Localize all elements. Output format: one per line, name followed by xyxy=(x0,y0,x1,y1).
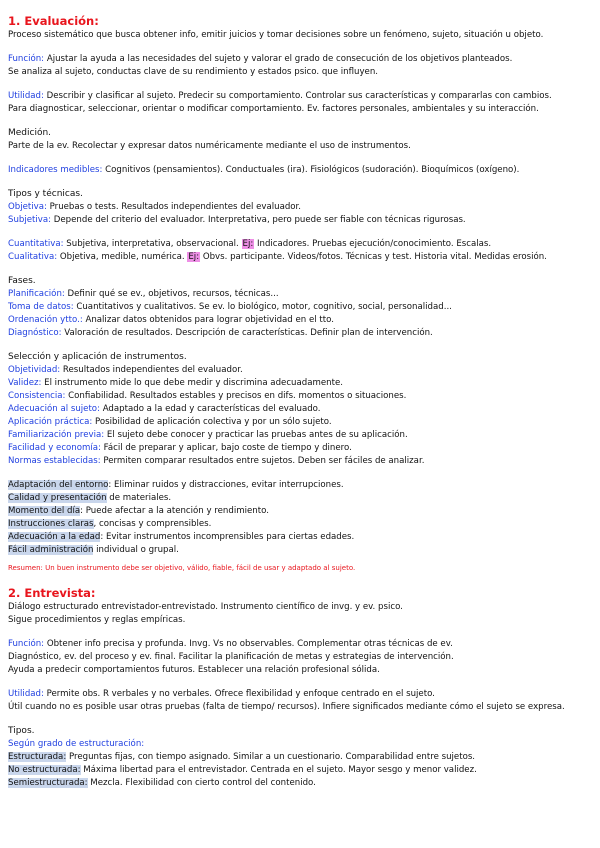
fase-label: Toma de datos: xyxy=(8,302,74,312)
criterio-label: Aplicación práctica: xyxy=(8,417,93,427)
tipo-entrevista-label: Estructurada: xyxy=(8,752,67,762)
entrevista-tipos-heading: Tipos. xyxy=(8,726,35,736)
criterio-text: El sujeto debe conocer y practicar las pruebas antes de su aplicación. xyxy=(104,430,408,440)
fase-text: Definir qué se ev., objetivos, recursos, técnicas... xyxy=(64,289,279,299)
cualitativa-label: Cualitativa: xyxy=(8,252,58,262)
segun-grado-label: Según grado de estructuración: xyxy=(8,739,145,749)
tipo-entrevista-item xyxy=(8,751,592,764)
medicion-heading: Medición. xyxy=(8,128,52,138)
utilidad-text: Describir y clasificar al sujeto. Predecir su comportamiento. Controlar sus características y compararlas con cambios. xyxy=(43,91,552,101)
tipo-entrevista-item xyxy=(8,777,592,790)
cualitativa-pre: Objetiva, medible, numérica. xyxy=(57,252,188,262)
tipo-cualitativa xyxy=(8,251,592,264)
indicadores-label: Indicadores medibles: xyxy=(8,165,103,175)
fase-item xyxy=(8,301,592,314)
aplicacion-text: de materiales. xyxy=(106,493,172,503)
tipo-objetiva xyxy=(8,201,592,214)
aplicacion-text: individual o grupal. xyxy=(93,545,179,555)
tipo-entrevista-text: Mezcla. Flexibilidad con cierto control del contenido. xyxy=(87,778,316,788)
funcion-text: Obtener info precisa y profunda. Invg. Vs no observables. Complementar otras técnicas de ev. xyxy=(44,639,453,649)
funcion-line-2: Se analiza al sujeto, conductas clave de su rendimiento y estados psico. que influyen. xyxy=(8,67,379,77)
evaluacion-funcion xyxy=(8,53,592,66)
entrevista-funcion xyxy=(8,638,592,651)
aplicacion-item xyxy=(8,479,592,492)
tipos-tecnicas-heading: Tipos y técnicas. xyxy=(8,189,83,199)
fase-text: Cuantitativos y cualitativos. Se ev. lo biológico, motor, cognitivo, social, personalidad... xyxy=(73,302,452,312)
tipo-entrevista-item xyxy=(8,764,592,777)
section-title-evaluacion: 1. Evaluación: xyxy=(8,14,99,28)
subjetiva-label: Subjetiva: xyxy=(8,215,52,225)
criterio-item xyxy=(8,455,592,468)
medicion-text: Parte de la ev. Recolectar y expresar datos numéricamente mediante el uso de instrumentos. xyxy=(8,141,411,151)
fase-item xyxy=(8,327,592,340)
criterio-item xyxy=(8,403,592,416)
aplicacion-item xyxy=(8,531,592,544)
criterio-text: Adaptado a la edad y características del evaluado. xyxy=(99,404,321,414)
fase-label: Ordenación ytto.: xyxy=(8,315,83,325)
aplicacion-item xyxy=(8,544,592,557)
criterio-label: Consistencia: xyxy=(8,391,66,401)
tipo-entrevista-label: Semiestructurada: xyxy=(8,778,88,788)
utilidad-label: Utilidad: xyxy=(8,91,44,101)
aplicacion-text: : Eliminar ruidos y distracciones, evitar interrupciones. xyxy=(108,480,344,490)
fase-item xyxy=(8,314,592,327)
aplicacion-label: Calidad y presentación xyxy=(8,493,107,503)
criterio-item xyxy=(8,390,592,403)
entrevista-funcion-line-2: Diagnóstico, ev. del proceso y ev. final. Facilitar la planificación de metas y estrategias de intervención. xyxy=(8,652,454,662)
entrevista-line-2: Sigue procedimientos y reglas empíricas. xyxy=(8,615,186,625)
criterio-text: El instrumento mide lo que debe medir y discrimina adecuadamente. xyxy=(41,378,343,388)
aplicacion-text: : Puede afectar a la atención y rendimiento. xyxy=(80,506,269,516)
aplicacion-text: , concisas y comprensibles. xyxy=(93,519,212,529)
entrevista-utilidad-line-2: Útil cuando no es posible usar otras pruebas (falta de tiempo/ recursos). Infiere significados mediante cómo el sujeto se expresa. xyxy=(8,702,565,712)
criterio-label: Validez: xyxy=(8,378,42,388)
indicadores-text: Cognitivos (pensamientos). Conductuales (ira). Fisiológicos (sudoración). Bioquímicos (oxígeno). xyxy=(102,165,520,175)
funcion-label: Función: xyxy=(8,54,45,64)
aplicacion-text: : Evitar instrumentos incomprensibles para ciertas edades. xyxy=(100,532,355,542)
cualitativa-post: Obvs. participante. Videos/fotos. Técnicas y test. Historia vital. Medidas erosión. xyxy=(200,252,547,262)
ejemplo-highlight: Ej: xyxy=(188,252,200,262)
evaluacion-intro: Proceso sistemático que busca obtener info, emitir juicios y tomar decisiones sobre un fenómeno, sujeto, situación u objeto. xyxy=(8,30,544,40)
utilidad-label: Utilidad: xyxy=(8,689,44,699)
aplicacion-item xyxy=(8,505,592,518)
funcion-label: Función: xyxy=(8,639,45,649)
aplicacion-label: Adaptación del entorno xyxy=(8,480,109,490)
aplicacion-label: Fácil administración xyxy=(8,545,94,555)
tipo-subjetiva xyxy=(8,214,592,227)
aplicacion-item xyxy=(8,492,592,505)
aplicacion-label: Momento del día xyxy=(8,506,81,516)
tipo-entrevista-text: Preguntas fijas, con tiempo asignado. Similar a un cuestionario. Comparabilidad entre sujetos. xyxy=(66,752,476,762)
section-title-entrevista: 2. Entrevista: xyxy=(8,586,96,600)
criterio-label: Facilidad y economía: xyxy=(8,443,101,453)
ejemplo-highlight: Ej: xyxy=(242,239,254,249)
criterio-item xyxy=(8,442,592,455)
entrevista-line-1: Diálogo estructurado entrevistador-entrevistado. Instrumento científico de invg. y ev. psico. xyxy=(8,602,403,612)
cuantitativa-label: Cuantitativa: xyxy=(8,239,64,249)
tipo-cuantitativa xyxy=(8,238,592,251)
criterio-text: Permiten comparar resultados entre sujetos. Deben ser fáciles de analizar. xyxy=(100,456,425,466)
aplicacion-label: Adecuación a la edad xyxy=(8,532,101,542)
fase-label: Diagnóstico: xyxy=(8,328,62,338)
entrevista-funcion-line-3: Ayuda a predecir comportamientos futuros. Establecer una relación profesional sólida. xyxy=(8,665,380,675)
criterio-item xyxy=(8,429,592,442)
criterio-text: Posibilidad de aplicación colectiva y por un sólo sujeto. xyxy=(92,417,332,427)
indicadores-medibles xyxy=(8,164,592,177)
criterio-label: Familiarización previa: xyxy=(8,430,105,440)
resumen-note: Resumen: Un buen instrumento debe ser objetivo, válido, fiable, fácil de usar y adaptado al sujeto. xyxy=(8,564,356,572)
objetiva-text: Pruebas o tests. Resultados independientes del evaluador. xyxy=(46,202,302,212)
entrevista-utilidad xyxy=(8,688,592,701)
criterio-label: Adecuación al sujeto: xyxy=(8,404,100,414)
criterio-item xyxy=(8,364,592,377)
cuantitativa-post: Indicadores. Pruebas ejecución/conocimiento. Escalas. xyxy=(254,239,492,249)
fase-item xyxy=(8,288,592,301)
criterio-label: Objetividad: xyxy=(8,365,61,375)
utilidad-text: Permite obs. R verbales y no verbales. Ofrece flexibilidad y enfoque centrado en el sujeto. xyxy=(43,689,435,699)
evaluacion-utilidad xyxy=(8,90,592,103)
funcion-text: Ajustar la ayuda a las necesidades del sujeto y valorar el grado de consecución de los objetivos planteados. xyxy=(44,54,513,64)
aplicacion-item xyxy=(8,518,592,531)
fases-heading: Fases. xyxy=(8,276,36,286)
criterio-item xyxy=(8,416,592,429)
criterio-text: Fácil de preparar y aplicar, bajo coste de tiempo y dinero. xyxy=(100,443,352,453)
fase-text: Analizar datos obtenidos para lograr objetividad en el tto. xyxy=(82,315,334,325)
criterio-item xyxy=(8,377,592,390)
aplicacion-label: Instrucciones claras xyxy=(8,519,94,529)
objetiva-label: Objetiva: xyxy=(8,202,47,212)
seleccion-heading: Selección y aplicación de instrumentos. xyxy=(8,352,187,362)
criterio-label: Normas establecidas: xyxy=(8,456,101,466)
fase-label: Planificación: xyxy=(8,289,65,299)
tipo-entrevista-label: No estructurada: xyxy=(8,765,81,775)
criterio-text: Confiabilidad. Resultados estables y precisos en difs. momentos o situaciones. xyxy=(65,391,407,401)
subjetiva-text: Depende del criterio del evaluador. Interpretativa, pero puede ser fiable con técnicas rigurosas. xyxy=(51,215,466,225)
utilidad-line-2: Para diagnosticar, seleccionar, orientar o modificar comportamiento. Ev. factores personales, ambientales y su interacción. xyxy=(8,104,539,114)
fase-text: Valoración de resultados. Descripción de características. Definir plan de intervención. xyxy=(61,328,433,338)
tipo-entrevista-text: Máxima libertad para el entrevistador. Centrada en el sujeto. Mayor sesgo y menor validez. xyxy=(80,765,477,775)
criterio-text: Resultados independientes del evaluador. xyxy=(60,365,243,375)
cuantitativa-pre: Subjetiva, interpretativa, observacional. xyxy=(63,239,242,249)
